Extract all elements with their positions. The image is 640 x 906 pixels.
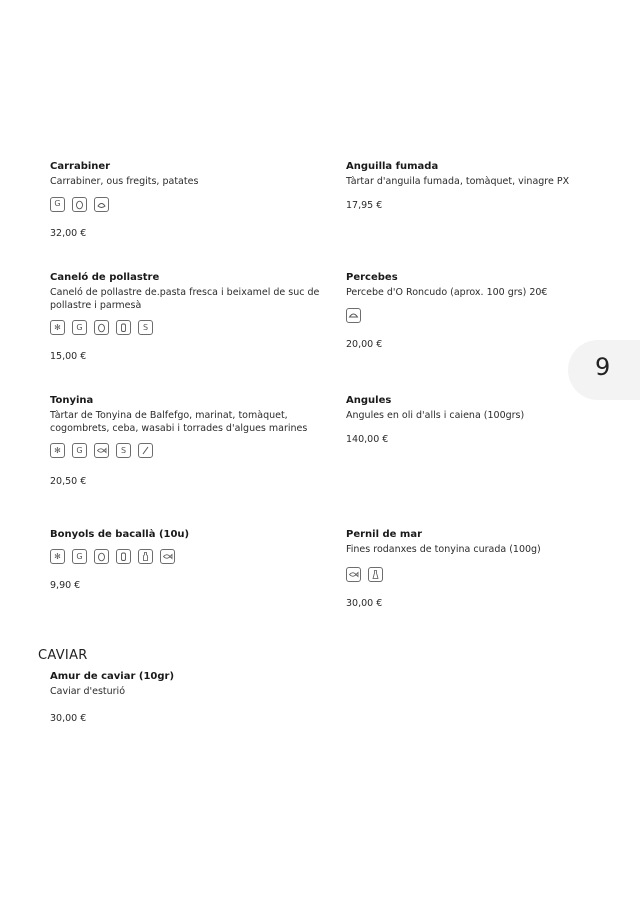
menu-item-amur-de-caviar xyxy=(50,670,320,724)
item-price: 9,90 € xyxy=(50,580,81,591)
cereal-icon: ✻ xyxy=(50,320,65,335)
menu-item-anguilla-fumada xyxy=(346,160,616,211)
menu-item-percebes xyxy=(346,271,616,350)
menu-item-bonyols-de-bacalla xyxy=(50,528,320,591)
sulphite-icon: S xyxy=(138,320,153,335)
allergen-icons xyxy=(346,567,616,582)
fish-icon xyxy=(346,567,361,582)
mustard-icon xyxy=(368,567,383,582)
allergen-icons xyxy=(50,549,320,564)
crustacean-icon xyxy=(94,197,109,212)
allergen-icons xyxy=(346,308,616,323)
item-description: Caviar d'esturió xyxy=(50,686,126,697)
page-number-tab xyxy=(568,340,640,400)
gluten-icon: G xyxy=(72,320,87,335)
page-number: 9 xyxy=(595,353,611,381)
celery-icon xyxy=(138,443,153,458)
milk-icon xyxy=(116,549,131,564)
item-name: Bonyols de bacallà (10u) xyxy=(50,529,190,540)
menu-item-carrabiner xyxy=(50,160,320,239)
menu-item-angules xyxy=(346,394,616,445)
egg-icon xyxy=(72,197,87,212)
item-description: Caneló de pollastre de.pasta fresca i beixamel de suc de pollastre i parmesà xyxy=(50,287,320,311)
sulphite-icon: S xyxy=(116,443,131,458)
item-name: Angules xyxy=(346,395,392,406)
item-name: Pernil de mar xyxy=(346,529,423,540)
item-description: Carrabiner, ous fregits, patates xyxy=(50,176,199,187)
fish-icon xyxy=(94,443,109,458)
section-title-caviar: CAVIAR xyxy=(38,648,88,663)
item-price: 15,00 € xyxy=(50,351,87,362)
item-price: 140,00 € xyxy=(346,433,389,445)
fish-icon xyxy=(160,549,175,564)
cereal-icon: ✻ xyxy=(50,443,65,458)
egg-icon xyxy=(94,320,109,335)
item-description: Angules en oli d'alls i caiena (100grs) xyxy=(346,410,525,421)
cereal-icon: ✻ xyxy=(50,549,65,564)
item-description: Percebe d'O Roncudo (aprox. 100 grs) 20€ xyxy=(346,287,548,298)
item-price: 17,95 € xyxy=(346,199,383,211)
bottle-icon xyxy=(138,549,153,564)
menu-item-tonyina xyxy=(50,394,320,487)
item-name: Caneló de pollastre xyxy=(50,272,160,283)
item-description: Tàrtar d'anguila fumada, tomàquet, vinagre PX xyxy=(346,176,570,187)
item-name: Anguilla fumada xyxy=(346,161,439,172)
item-description: Tàrtar de Tonyina de Balfefgo, marinat, tomàquet, cogombrets, ceba, wasabi i torrades d'algues marines xyxy=(50,410,308,434)
item-name: Tonyina xyxy=(50,395,94,406)
allergen-icons xyxy=(50,197,320,212)
item-price: 20,50 € xyxy=(50,476,87,487)
allergen-icons xyxy=(50,443,320,458)
menu-item-canelo-de-pollastre xyxy=(50,271,320,362)
gluten-icon: G xyxy=(50,197,65,212)
item-description: Fines rodanxes de tonyina curada (100g) xyxy=(346,544,541,555)
item-price: 32,00 € xyxy=(50,227,87,239)
gluten-icon: G xyxy=(72,443,87,458)
item-price: 20,00 € xyxy=(346,338,383,350)
item-name: Carrabiner xyxy=(50,161,111,172)
mollusc-icon xyxy=(346,308,361,323)
item-price: 30,00 € xyxy=(346,597,383,609)
item-name: Amur de caviar (10gr) xyxy=(50,671,175,682)
egg-icon xyxy=(94,549,109,564)
menu-item-pernil-de-mar xyxy=(346,528,616,609)
item-name: Percebes xyxy=(346,272,398,283)
gluten-icon: G xyxy=(72,549,87,564)
milk-icon xyxy=(116,320,131,335)
allergen-icons xyxy=(50,320,320,335)
item-price: 30,00 € xyxy=(50,712,87,724)
